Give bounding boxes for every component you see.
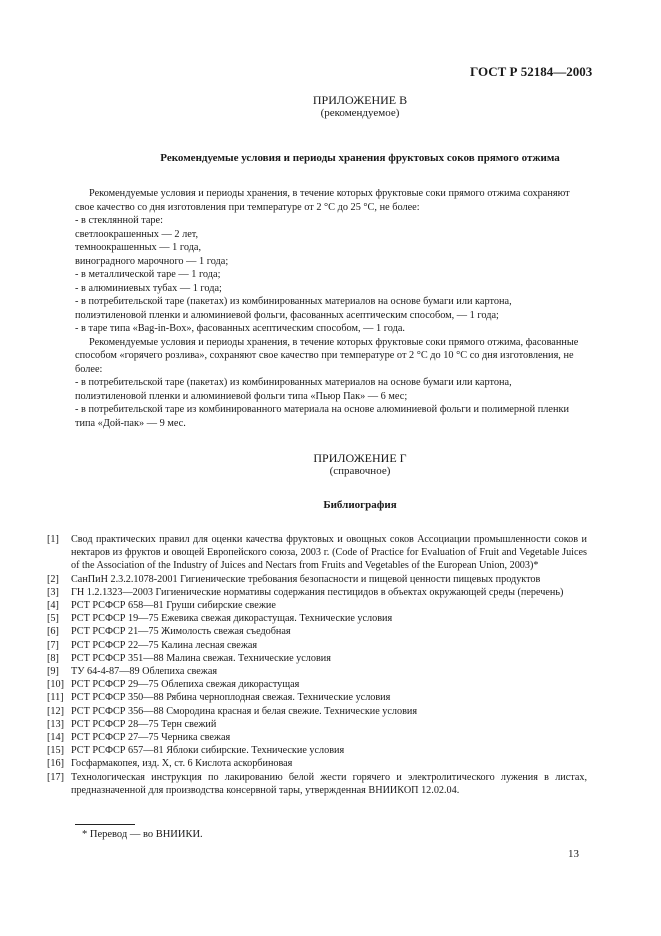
list-item [47, 718, 587, 731]
list-item: - в таре типа «Bag-in-Box», фасованных асептическим способом, — 1 года. [75, 323, 405, 334]
list-item [47, 612, 587, 625]
list-item [47, 678, 587, 691]
appendix-v-heading: Рекомендуемые условия и периоды хранения фруктовых соков прямого отжима [160, 152, 560, 164]
paragraph: Рекомендуемые условия и периоды хранения, в течение которых фруктовые соки прямого отжима, фасованные способом «горячего розлива», сохраняют свое качество при температуре от 2 °С до 10 °С со дня изготовления, не более: [75, 336, 579, 375]
appendix-v-title: ПРИЛОЖЕНИЕ В [312, 93, 408, 107]
list-item [47, 665, 587, 678]
item-text: ТУ 64-4-87—89 Облепиха свежая [71, 666, 218, 678]
item-number: [15] [47, 745, 64, 757]
list-item: виноградного марочного — 1 года; [75, 255, 229, 267]
list-item: - в потребительской таре (пакетах) из комбинированных материалов на основе бумаги или картона, полиэтиленовой пленки и алюминиевой фольги, фасованных асептическим способом, — 1 года; [75, 296, 512, 321]
footnote-divider [75, 824, 135, 825]
page-number: 13 [568, 848, 579, 860]
appendix-g-title: ПРИЛОЖЕНИЕ Г [313, 451, 407, 465]
list-item [47, 625, 587, 638]
appendix-v-body [75, 187, 585, 430]
list-item: - в стеклянной таре: [75, 215, 163, 226]
list-item [47, 652, 587, 665]
footnote: * Перевод — во ВНИИКИ. [82, 829, 203, 840]
item-text: РСТ РСФСР 351—88 Малина свежая. Технические условия [71, 652, 331, 664]
item-text: РСТ РСФСР 658—81 Груши сибирские свежие [71, 600, 276, 612]
item-number: [7] [47, 639, 59, 651]
item-text: РСТ РСФСР 27—75 Черника свежая [71, 732, 231, 744]
item-text: РСТ РСФСР 22—75 Калина лесная свежая [71, 639, 258, 651]
appendix-v-status: (рекомендуемое) [320, 107, 400, 119]
list-item [47, 533, 587, 573]
item-number: [14] [47, 732, 64, 744]
item-text: РСТ РСФСР 356—88 Смородина красная и белая свежие. Технические условия [71, 705, 418, 717]
list-item [47, 771, 587, 797]
list-item [47, 731, 587, 744]
list-item [47, 744, 587, 757]
item-text: РСТ РСФСР 19—75 Ежевика свежая дикорастущая. Технические условия [71, 613, 393, 625]
item-number: [2] [47, 573, 59, 585]
bibliography-list [47, 533, 587, 797]
list-item [47, 599, 587, 612]
item-text: РСТ РСФСР 28—75 Терн свежий [71, 718, 217, 730]
item-text: РСТ РСФСР 657—81 Яблоки сибирские. Технические условия [71, 745, 345, 757]
item-number: [1] [47, 534, 59, 545]
item-number: [17] [47, 771, 64, 783]
item-number: [8] [47, 652, 59, 664]
item-number: [6] [47, 626, 59, 638]
list-item [47, 691, 587, 704]
item-number: [4] [47, 600, 59, 612]
item-text: РСТ РСФСР 21—75 Жимолость свежая съедобная [71, 626, 291, 638]
item-text: Технологическая инструкция по лакированию белой жести горячего и электролитического лужения в листах, предназначенной для производства консервной тары, утвержденная ВНИИКОП 12.02.04. [71, 771, 587, 796]
list-item [47, 586, 587, 599]
item-number: [11] [47, 692, 64, 704]
item-number: [10] [47, 679, 64, 691]
list-item: - в металлической таре — 1 года; [75, 269, 221, 280]
item-number: [16] [47, 758, 64, 770]
list-item [47, 705, 587, 718]
list-item: темноокрашенных — 1 года, [75, 242, 202, 253]
list-item: - в алюминиевых тубах — 1 года; [75, 282, 222, 294]
list-item: - в потребительской таре из комбинированного материала на основе алюминиевой фольги и полимерной пленки типа «Дой-пак» — 9 мес. [75, 404, 570, 429]
item-number: [9] [47, 666, 59, 678]
list-item [47, 573, 587, 586]
document-code: ГОСТ Р 52184—2003 [470, 64, 593, 79]
item-text: РСТ РСФСР 29—75 Облепиха свежая дикорастущая [71, 679, 300, 691]
list-item: светлоокрашенных — 2 лет, [75, 228, 199, 240]
item-number: [5] [47, 613, 59, 625]
appendix-g-status: (справочное) [329, 465, 391, 477]
item-text: Госфармакопея, изд. X, ст. 6 Кислота аскорбиновая [71, 758, 293, 770]
list-item: - в потребительской таре (пакетах) из комбинированных материалов на основе бумаги или картона, полиэтиленовой пленки и алюминиевой фольги типа «Пьюр Пак» — 6 мес; [75, 377, 512, 402]
item-text: ГН 1.2.1323—2003 Гигиенические нормативы содержания пестицидов в объектах окружающей среды (перечень) [71, 586, 564, 598]
list-item [47, 757, 587, 770]
item-number: [3] [47, 586, 59, 598]
item-text: СанПиН 2.3.2.1078-2001 Гигиенические требования безопасности и пищевой ценности пищевых продуктов [71, 573, 541, 585]
item-number: [13] [47, 718, 64, 730]
item-number: [12] [47, 705, 64, 717]
paragraph: Рекомендуемые условия и периоды хранения, в течение которых фруктовые соки прямого отжима сохраняют свое качество со дня изготовления при температуре от 2 °С до 25 °С, не более: [75, 188, 570, 213]
item-text: Свод практических правил для оценки качества фруктовых и овощных соков Ассоциации промышленности соков и нектаров из фруктов и овощей Европейского союза, 2003 г. (Code of Practice for Evaluation of Fruit and Vegetable Juices of the Association of the Industry of Juices and Nectars from Fruits and Vegetables of the European Union, 2003)* [71, 534, 587, 572]
bibliography-heading: Библиография [323, 499, 397, 511]
list-item [47, 639, 587, 652]
item-text: РСТ РСФСР 350—88 Рябина черноплодная свежая. Технические условия [71, 692, 391, 704]
